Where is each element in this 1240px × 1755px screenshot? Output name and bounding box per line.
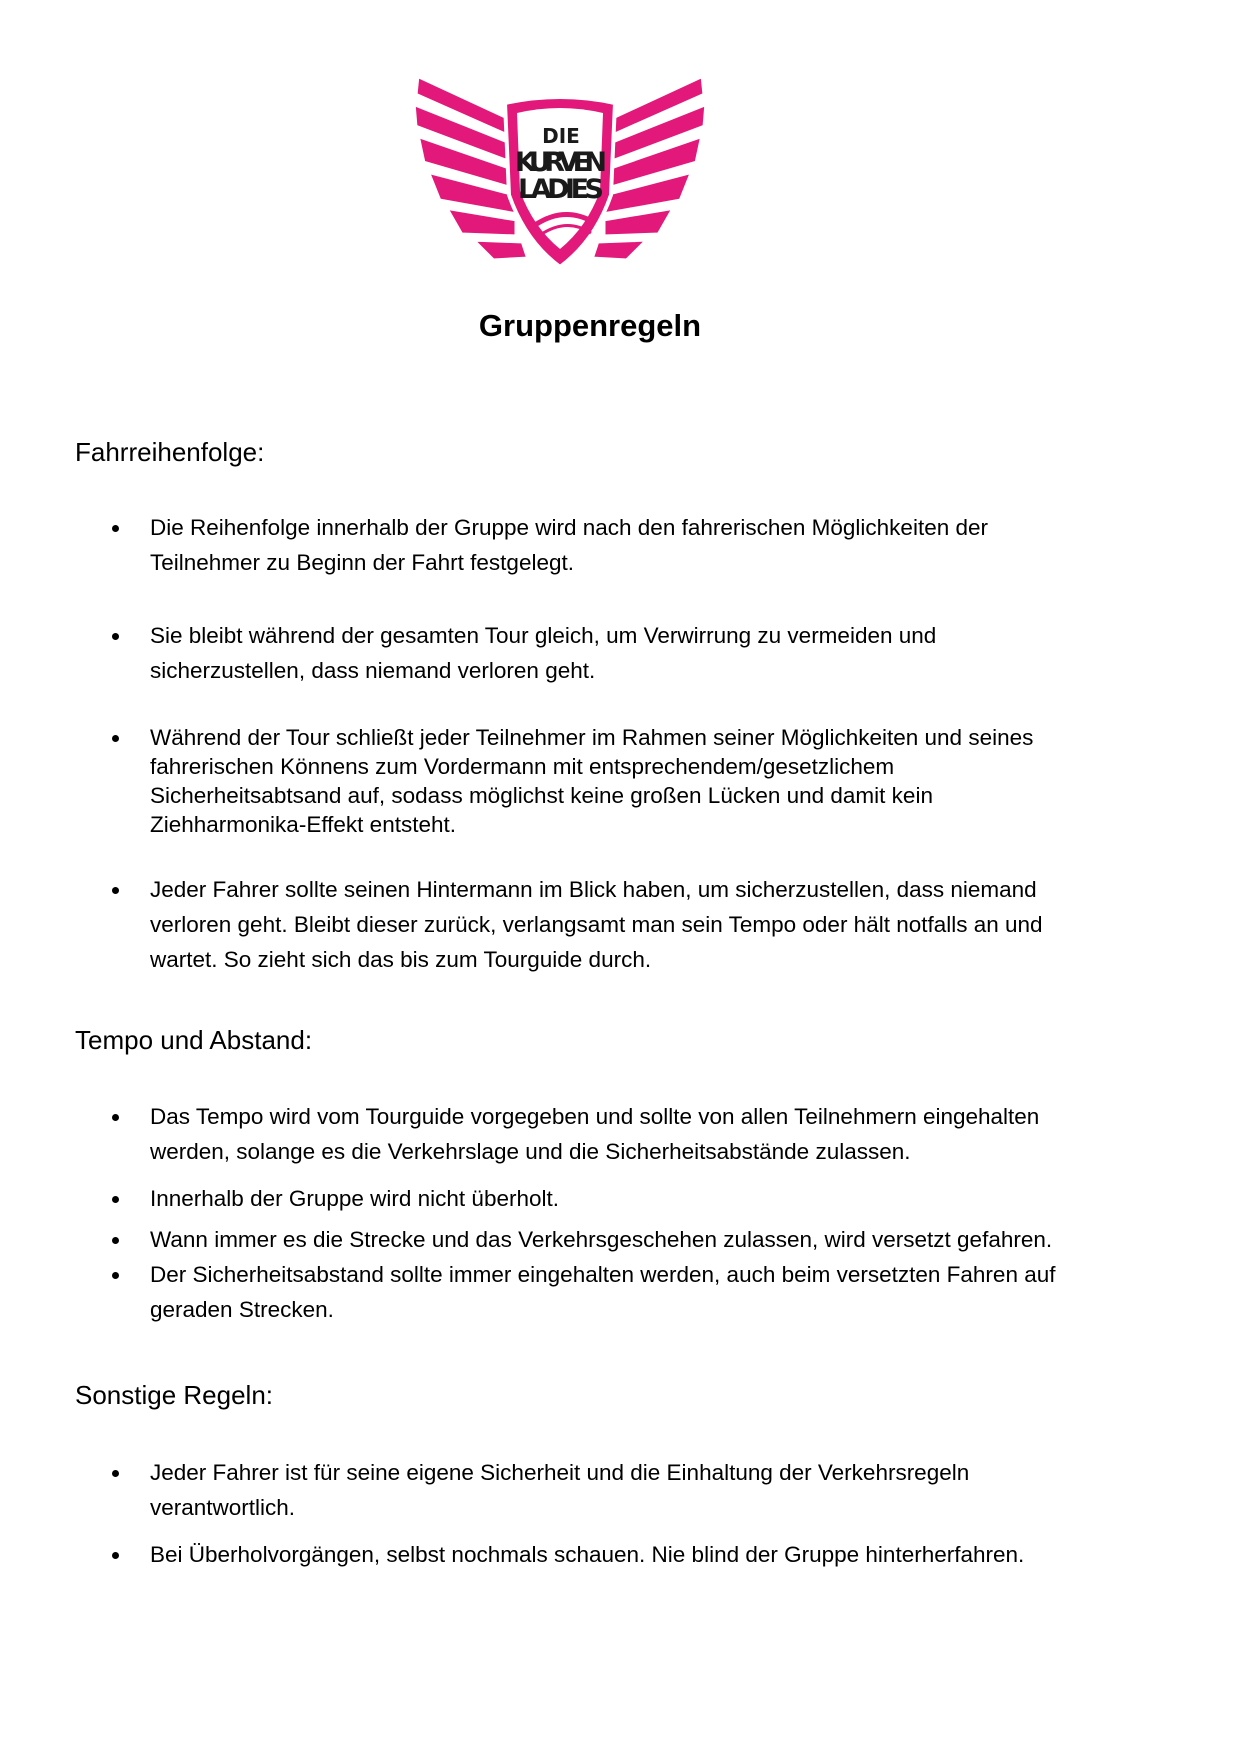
bullet-icon: [112, 525, 119, 532]
section-heading-sonstige-regeln: Sonstige Regeln:: [75, 1380, 274, 1410]
bullet-icon: [112, 633, 119, 640]
svg-text:DIE: DIE: [542, 124, 580, 148]
page-title-text: Gruppenregeln: [478, 308, 702, 343]
bullet-icon: [112, 1237, 119, 1244]
bullet-icon: [112, 1272, 119, 1279]
kurven-ladies-logo: [405, 55, 715, 275]
svg-text:KURVEN: KURVEN: [515, 147, 607, 178]
bullet-icon: [112, 1552, 119, 1559]
bullet-icon: [112, 1470, 119, 1477]
bullet-icon: [112, 1114, 119, 1121]
bullet-icon: [112, 887, 119, 894]
winged-shield-icon: [405, 55, 715, 275]
section-heading-fahrreihenfolge: Fahrreihenfolge:: [75, 437, 265, 467]
page-title: [0, 308, 1140, 344]
bullet-icon: [112, 1196, 119, 1203]
svg-text:LADIES: LADIES: [518, 174, 604, 205]
section-heading-tempo-und-abstand: Tempo und Abstand:: [75, 1025, 313, 1055]
bullet-icon: [112, 735, 119, 742]
